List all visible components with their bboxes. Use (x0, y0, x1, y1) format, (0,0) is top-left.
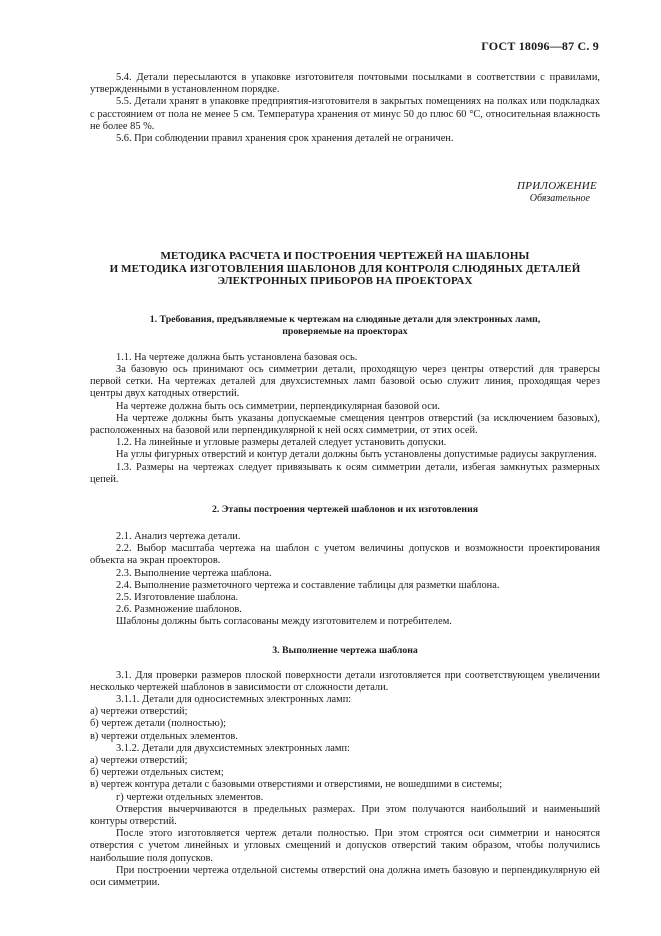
main-title-line: ЭЛЕКТРОННЫХ ПРИБОРОВ НА ПРОЕКТОРАХ (217, 275, 473, 288)
paragraph-5-5: 5.5. Детали хранят в упаковке предприятия-изготовителя в закрытых помещениях на полках или подкладках с расстоянием от пола не менее 5 см. Температура хранения от минус 50 до плюс 60 °С, относительная влажность не более 85 %. (90, 96, 600, 132)
section-2-title: 2. Этапы построения чертежей шаблонов и их изготовления (211, 503, 479, 515)
paragraph-2-1: 2.1. Анализ чертежа детали. (116, 530, 241, 542)
section-1-title-line: 1. Требования, предъявляемые к чертежам на слюдяные детали для электронных ламп, (149, 313, 541, 325)
paragraph-3-1-2: 3.1.2. Детали для двухсистемных электронных ламп: (116, 742, 350, 754)
paragraph: Шаблоны должны быть согласованы между изготовителем и потребителем. (116, 616, 452, 628)
section-3-title: 3. Выполнение чертежа шаблона (272, 644, 418, 656)
paragraph: За базовую ось принимают ось симметрии детали, проходящую через центры отверстий для траверсы первой сетки. На чертежах деталей для двухсистемных ламп базовой осью служит линия, проходящая через центры двух катодных отверстий. (90, 363, 600, 400)
paragraph: На углы фигурных отверстий и контур детали должны быть установлены допустимые радиусы закругления. (116, 449, 597, 461)
main-title (90, 250, 600, 288)
section-1-title (90, 314, 600, 338)
appendix-title: ПРИЛОЖЕНИЕ (517, 180, 597, 193)
paragraph-2-2: 2.2. Выбор масштаба чертежа на шаблон с учетом величины допусков и возможности проектирования объекта на экран проекторов. (90, 543, 600, 567)
appendix-label (90, 180, 600, 205)
main-title-line: И МЕТОДИКА ИЗГОТОВЛЕНИЯ ШАБЛОНОВ ДЛЯ КОНТРОЛЯ СЛЮДЯНЫХ ДЕТАЛЕЙ (109, 262, 581, 275)
list-item: г) чертежи отдельных элементов. (116, 791, 264, 803)
paragraph-2-3: 2.3. Выполнение чертежа шаблона. (116, 567, 272, 579)
paragraph-5-4: 5.4. Детали пересылаются в упаковке изготовителя почтовыми посылками в соответствии с правилами, утвержденными в установленном порядке. (90, 72, 600, 96)
paragraph-5-6: 5.6. При соблюдении правил хранения срок хранения деталей не ограничен. (116, 133, 454, 145)
paragraph: На чертеже должна быть ось симметрии, перпендикулярная базовой оси. (116, 400, 441, 412)
paragraph-1-1: 1.1. На чертеже должна быть установлена базовая ось. (116, 351, 358, 363)
list-item: в) чертеж контура детали с базовыми отверстиями и отверстиями, не вошедшими в системы; (90, 779, 503, 791)
paragraph: На чертеже должны быть указаны допускаемые смещения центров отверстий (за исключением базовых), расположенных на базовой или перпендикулярной к ней осях симметрии, от этих осей. (90, 412, 600, 436)
section-1-title-line: проверяемые на проекторах (282, 325, 408, 337)
list-item: в) чертежи отдельных элементов. (90, 730, 238, 742)
paragraph-2-4: 2.4. Выполнение разметочного чертежа и составление таблицы для разметки шаблона. (116, 579, 500, 591)
list-item: а) чертежи отверстий; (90, 706, 188, 718)
list-item: б) чертеж детали (полностью); (90, 718, 227, 730)
paragraph: После этого изготовляется чертеж детали полностью. При этом строятся оси симметрии и наносятся отверстия с учетом линейных и угловых смещений и допусков отверстий таким образом, чтобы получились наибольшие поля допусков. (90, 828, 600, 864)
list-item: б) чертежи отдельных систем; (90, 767, 224, 779)
paragraph: Отверстия вычерчиваются в предельных размерах. При этом получаются наибольший и наименьший контуры отверстий. (90, 803, 600, 828)
page-content (90, 72, 600, 889)
paragraph-3-1: 3.1. Для проверки размеров плоской поверхности детали изготовляется при соответствующем увеличении несколько чертежей шаблонов в зависимости от сложности детали. (90, 669, 600, 693)
paragraph-1-2: 1.2. На линейные и угловые размеры деталей следует установить допуски. (116, 437, 447, 449)
paragraph-2-6: 2.6. Размножение шаблонов. (116, 604, 242, 616)
paragraph: При построении чертежа отдельной системы отверстий она должна иметь базовую и перпендикулярную ей оси симметрии. (90, 864, 600, 889)
list-item: а) чертежи отверстий; (90, 755, 188, 766)
paragraph-2-5: 2.5. Изготовление шаблона. (116, 591, 239, 603)
page-header: ГОСТ 18096—87 С. 9 (481, 39, 599, 53)
paragraph-3-1-1: 3.1.1. Детали для односистемных электронных ламп: (116, 693, 352, 705)
paragraph-1-3: 1.3. Размеры на чертежах следует привязывать к осям симметрии детали, избегая замкнутых размерных цепей. (90, 461, 600, 485)
main-title-line: МЕТОДИКА РАСЧЕТА И ПОСТРОЕНИЯ ЧЕРТЕЖЕЙ НА ШАБЛОНЫ (160, 250, 530, 263)
appendix-subtitle: Обязательное (529, 193, 590, 205)
